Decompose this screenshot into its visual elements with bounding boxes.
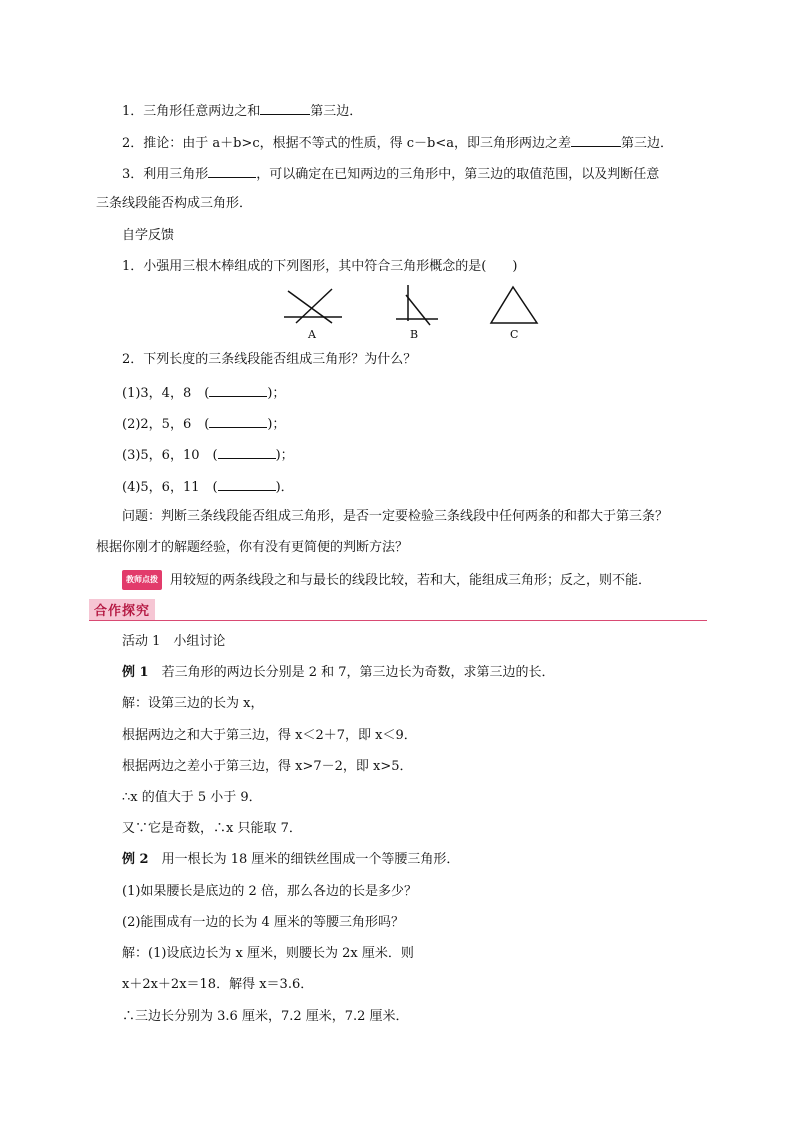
intro-line-2-tail: 第三边． bbox=[621, 136, 674, 151]
intro-line-2 bbox=[122, 133, 673, 153]
intro-line-3-text: 3．利用三角形 bbox=[122, 167, 209, 182]
teacher-tip-badge: 教师点拨 bbox=[122, 570, 162, 590]
answer-blank-5[interactable] bbox=[209, 414, 267, 428]
figure-b bbox=[390, 283, 450, 327]
solution-line: 又∵它是奇数，∴x 只能取 7． bbox=[122, 821, 302, 836]
answer-blank-4[interactable] bbox=[209, 383, 267, 397]
example-2 bbox=[122, 851, 459, 869]
intro-line-3 bbox=[122, 164, 659, 184]
list-item-end: )． bbox=[275, 480, 294, 495]
answer-blank-2[interactable] bbox=[571, 133, 621, 147]
intro-line-2-text: 2．推论：由于 a＋b>c，根据不等式的性质，得 c－b<a，即三角形两边之差 bbox=[122, 136, 572, 151]
list-item bbox=[122, 383, 285, 403]
solution-line: ∴x 的值大于 5 小于 9． bbox=[122, 790, 262, 805]
list-item-end: )； bbox=[267, 386, 286, 401]
answer-blank-3[interactable] bbox=[208, 164, 256, 178]
answer-blank-7[interactable] bbox=[218, 477, 276, 491]
feedback-question-2: 2．下列长度的三条线段能否组成三角形？为什么？ bbox=[122, 352, 417, 367]
activity-title: 活动 1 小组讨论 bbox=[122, 634, 226, 649]
intro-line-1 bbox=[122, 101, 362, 121]
solution-line: ∴三边长分别为 3.6 厘米，7.2 厘米，7.2 厘米． bbox=[122, 1009, 409, 1024]
intro-line-1-tail: 第三边． bbox=[310, 104, 363, 119]
figure-a bbox=[280, 283, 350, 327]
solution-line: 解：(1)设底边长为 x 厘米，则腰长为 2x 厘米．则 bbox=[122, 946, 414, 961]
intro-line-1-text: 1．三角形任意两边之和 bbox=[122, 104, 261, 119]
list-item-text: (1)3，4，8 ( bbox=[122, 386, 210, 401]
example-2-part: (1)如果腰长是底边的 2 倍，那么各边的长是多少？ bbox=[122, 884, 417, 899]
list-item-text: (4)5，6，11 ( bbox=[122, 480, 218, 495]
section-divider bbox=[89, 620, 707, 621]
example-2-label: 例 2 bbox=[122, 852, 149, 867]
intro-line-3-tail: ，可以确定在已知两边的三角形中，第三边的取值范围，以及判断任意 bbox=[256, 167, 660, 182]
list-item bbox=[122, 477, 294, 497]
list-item-text: (3)5，6，10 ( bbox=[122, 448, 218, 463]
solution-line: x＋2x＋2x＝18．解得 x＝3.6． bbox=[122, 977, 314, 992]
section-title: 合作探究 bbox=[89, 599, 155, 620]
solution-line: 根据两边之和大于第三边，得 x＜2＋7，即 x＜9． bbox=[122, 728, 417, 743]
list-item-end: )； bbox=[275, 448, 294, 463]
question-line-2: 根据你刚才的解题经验，你有没有更简便的判断方法？ bbox=[96, 540, 409, 555]
figure-label-a: A bbox=[308, 328, 316, 341]
example-1-label: 例 1 bbox=[122, 665, 149, 680]
list-item bbox=[122, 414, 285, 434]
answer-blank-1[interactable] bbox=[260, 101, 310, 115]
figure-c bbox=[485, 283, 545, 327]
feedback-question-1: 1．小强用三根木棒组成的下列图形，其中符合三角形概念的是( ) bbox=[122, 259, 518, 274]
list-item bbox=[122, 445, 294, 465]
teacher-tip bbox=[122, 570, 651, 590]
example-1 bbox=[122, 664, 555, 682]
answer-blank-6[interactable] bbox=[218, 445, 276, 459]
solution-line: 解：设第三边的长为 x， bbox=[122, 696, 264, 711]
example-1-text: 若三角形的两边长分别是 2 和 7，第三边长为奇数，求第三边的长． bbox=[148, 665, 555, 680]
feedback-title: 自学反馈 bbox=[122, 228, 175, 243]
question-line-1: 问题：判断三条线段能否组成三角形，是否一定要检验三条线段中任何两条的和都大于第三条？ bbox=[122, 509, 669, 524]
example-2-text: 用一根长为 18 厘米的细铁丝围成一个等腰三角形． bbox=[148, 852, 460, 867]
example-2-part: (2)能围成有一边的长为 4 厘米的等腰三角形吗？ bbox=[122, 915, 404, 930]
list-item-text: (2)2，5，6 ( bbox=[122, 417, 210, 432]
solution-line: 根据两边之差小于第三边，得 x>7－2，即 x>5． bbox=[122, 759, 413, 774]
teacher-tip-text: 用较短的两条线段之和与最长的线段比较，若和大，能组成三角形；反之，则不能． bbox=[170, 573, 652, 588]
figure-label-b: B bbox=[410, 328, 419, 341]
list-item-end: )； bbox=[267, 417, 286, 432]
intro-line-3-cont: 三条线段能否构成三角形． bbox=[96, 196, 253, 211]
figure-label-c: C bbox=[510, 328, 519, 341]
